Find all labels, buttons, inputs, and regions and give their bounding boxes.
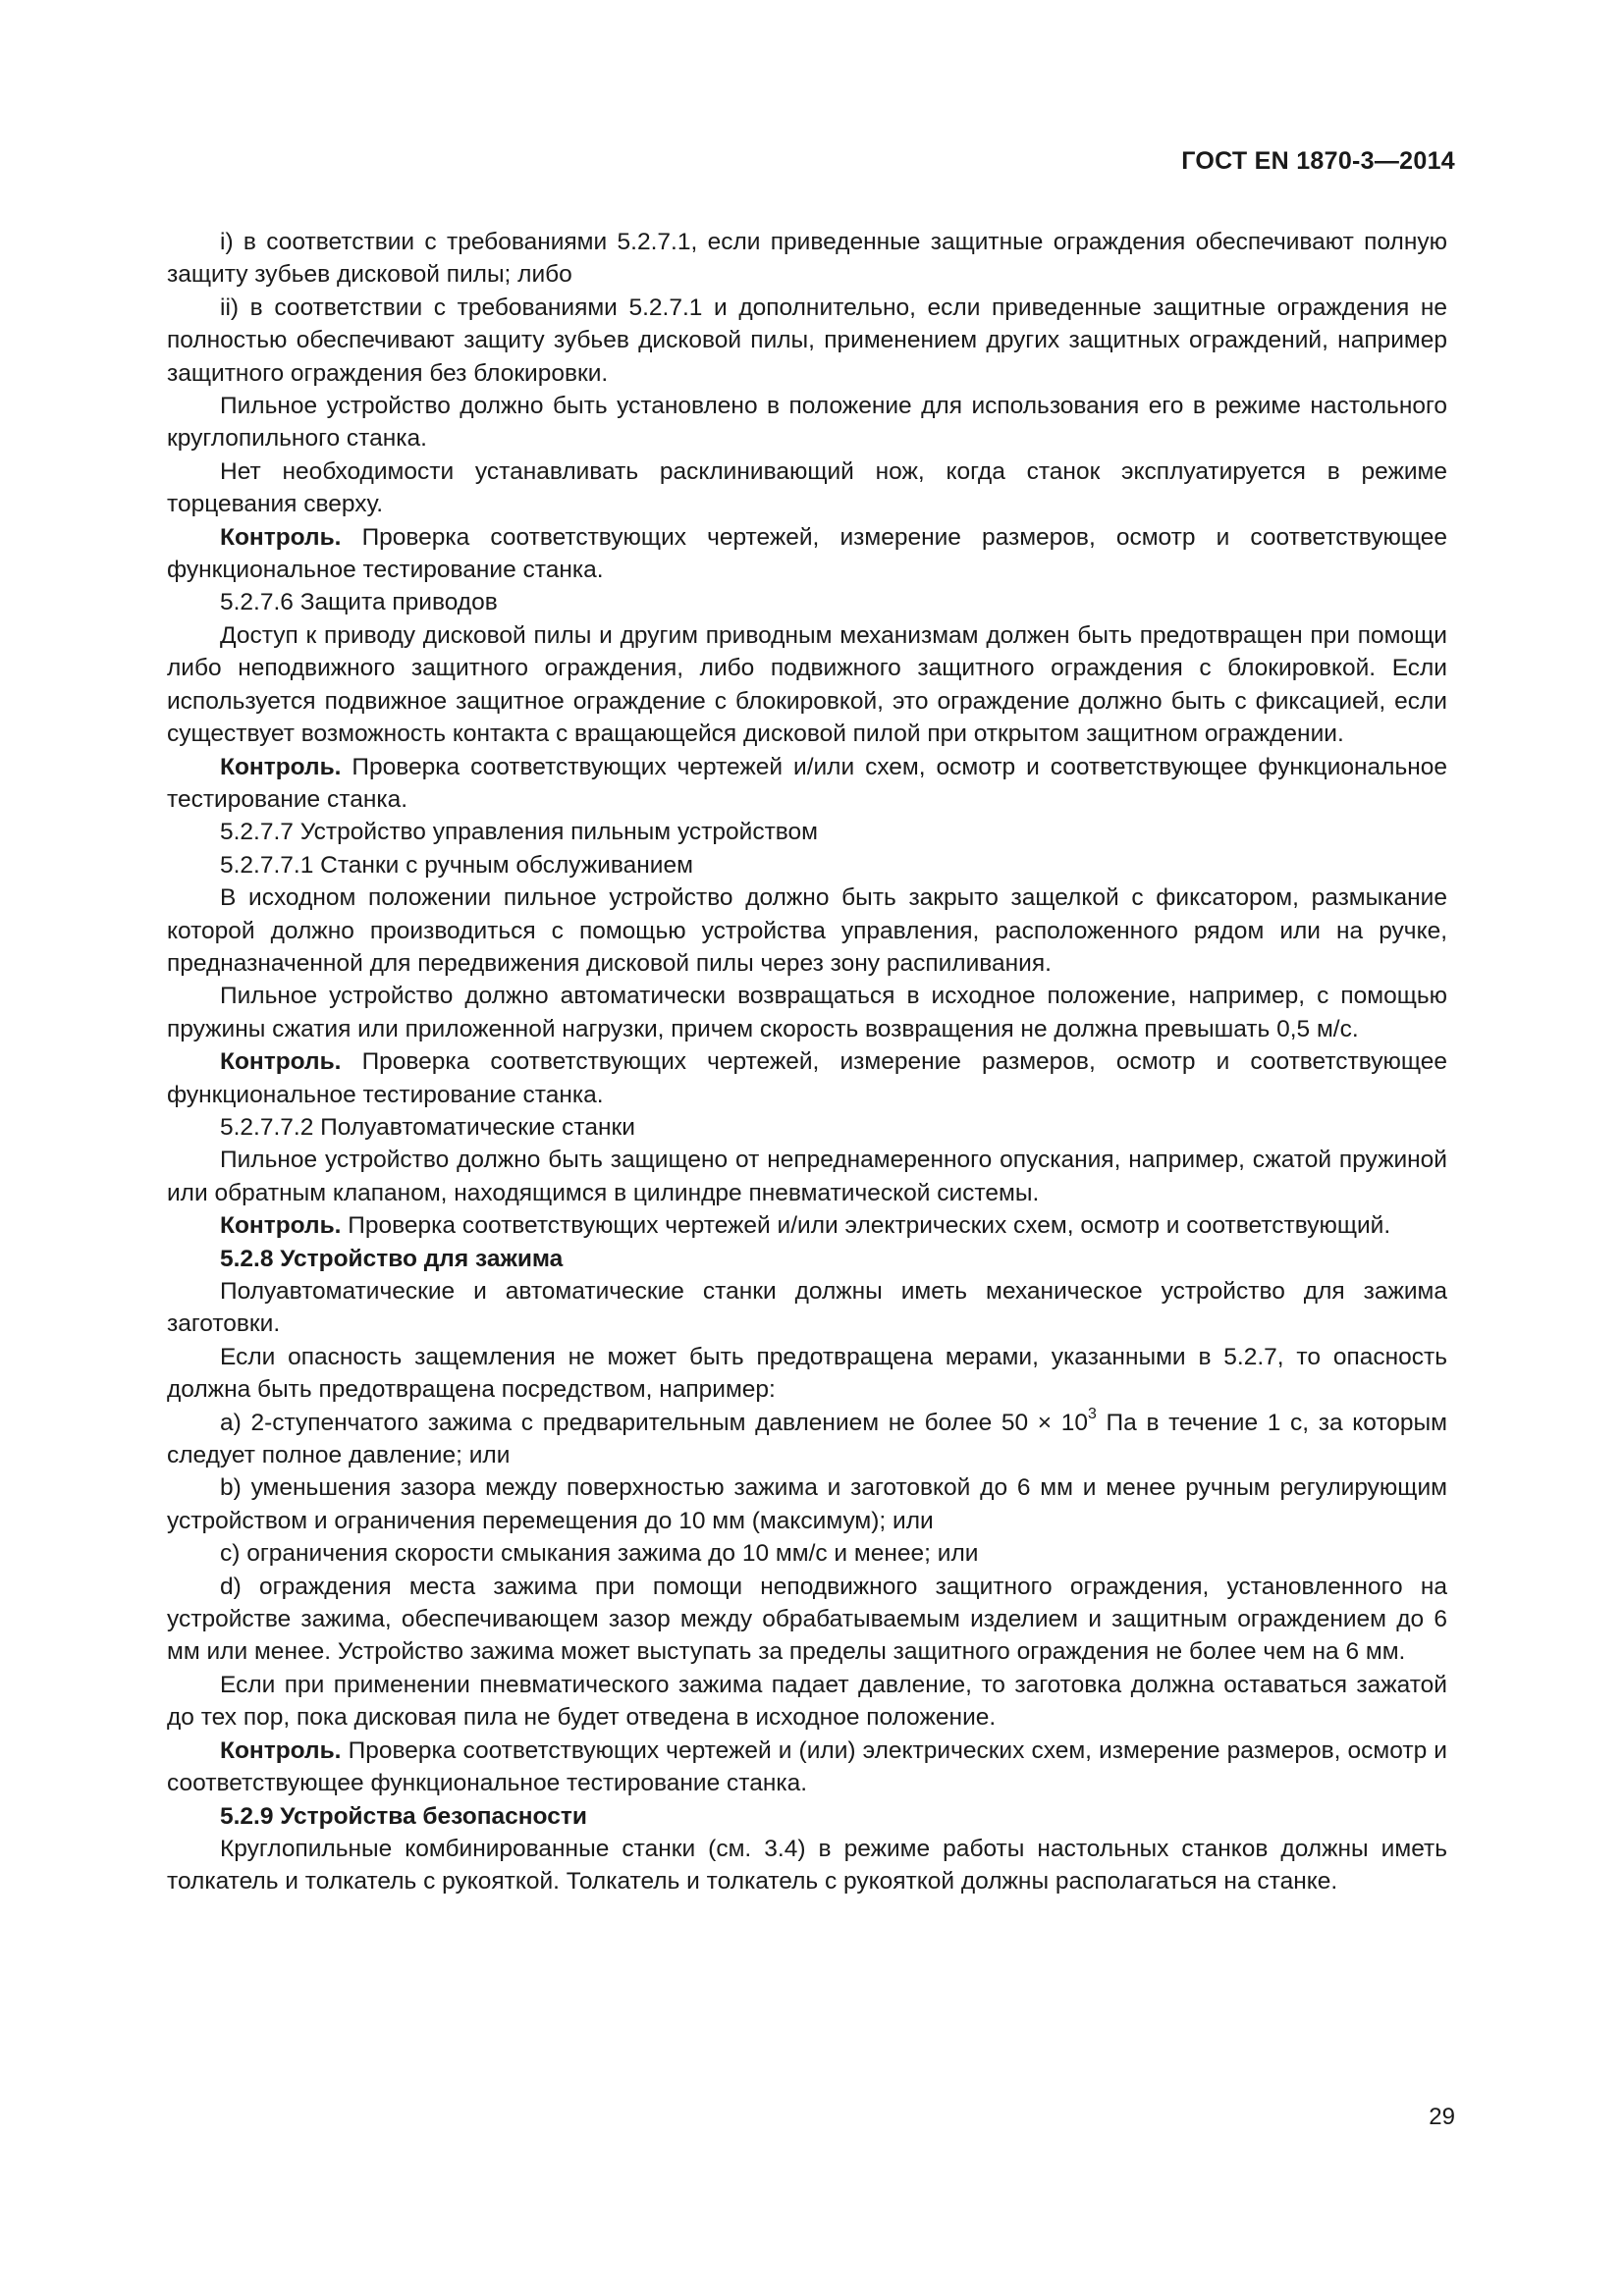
document-body: [167, 226, 1447, 1898]
subsection-title-5-2-7-7-1: 5.2.7.7.1 Станки с ручным обслуживанием: [220, 851, 693, 879]
paragraph: Пильное устройство должно автоматически возвращаться в исходное положение, например, с помощью пружины сжатия или приложенной нагрузки, причем скорость возвращения не должна превышать 0,5 м/с.: [167, 983, 1447, 1042]
paragraph-item-i: i) в соответствии с требованиями 5.2.7.1, если приведенные защитные ограждения обеспечивают полную защиту зубьев дисковой пилы; либо: [167, 229, 1447, 289]
control-paragraph: Контроль. Проверка соответствующих чертежей, измерение размеров, осмотр и соответствующее функциональное тестирование станка.: [167, 523, 1447, 584]
subsection-title-5-2-7-7-2: 5.2.7.7.2 Полуавтоматические станки: [220, 1113, 635, 1141]
paragraph: Полуавтоматические и автоматические станки должны иметь механическое устройство для зажима заготовки.: [167, 1278, 1447, 1338]
page-number: 29: [1429, 2104, 1455, 2130]
control-label: Контроль.: [220, 1212, 342, 1240]
list-item-c: c) ограничения скорости смыкания зажима до 10 мм/с и менее; или: [220, 1540, 979, 1568]
paragraph-item-ii: ii) в соответствии с требованиями 5.2.7.1 и дополнительно, если приведенные защитные ограждения не полностью обеспечивают защиту зубьев дисковой пилы, применением других защитных ограждений, например защитного ограждения без блокировки.: [167, 294, 1447, 387]
control-label: Контроль.: [220, 1048, 342, 1076]
section-title-5-2-8: 5.2.8 Устройство для зажима: [220, 1245, 564, 1272]
paragraph: Нет необходимости устанавливать расклинивающий нож, когда станок эксплуатируется в режиме торцевания сверху.: [167, 457, 1447, 518]
control-label: Контроль.: [220, 753, 342, 780]
document-header: ГОСТ EN 1870-3—2014: [1181, 147, 1455, 175]
subsection-title-5-2-7-7: 5.2.7.7 Устройство управления пильным устройством: [220, 819, 819, 846]
paragraph: В исходном положении пильное устройство должно быть закрыто защелкой с фиксатором, размыкание которой должно производиться с помощью устройства управления, расположенного рядом или на ручке, предназначенной для передвижения дисковой пилы через зону распиливания.: [167, 884, 1447, 977]
control-label: Контроль.: [220, 523, 342, 551]
paragraph: Пильное устройство должно быть защищено от непреднамеренного опускания, например, сжатой пружиной или обратным клапаном, находящимся в цилиндре пневматической системы.: [167, 1147, 1447, 1206]
paragraph: Круглопильные комбинированные станки (см. 3.4) в режиме работы настольных станков должны иметь толкатель и толкатель с рукояткой. Толкатель и толкатель с рукояткой должны располагаться на станке.: [167, 1835, 1447, 1896]
control-paragraph: Контроль. Проверка соответствующих чертежей и (или) электрических схем, измерение размеров, осмотр и соответствующее функциональное тестирование станка.: [167, 1736, 1447, 1797]
paragraph: Если при применении пневматического зажима падает давление, то заготовка должна оставаться зажатой до тех пор, пока дисковая пила не будет отведена в исходное положение.: [167, 1671, 1447, 1732]
control-paragraph: Контроль. Проверка соответствующих чертежей, измерение размеров, осмотр и соответствующее функциональное тестирование станка.: [167, 1048, 1447, 1108]
paragraph: Доступ к приводу дисковой пилы и другим приводным механизмам должен быть предотвращен при помощи либо неподвижного защитного ограждения, либо подвижного защитного ограждения с блокировкой. Если используется подвижное защитное ограждение с блокировкой, это ограждение должно быть с фиксацией, если существует возможность контакта с вращающейся дисковой пилой при открытом защитном ограждении.: [167, 621, 1447, 748]
subsection-title-5-2-7-6: 5.2.7.6 Защита приводов: [220, 589, 498, 616]
list-item-d: d) ограждения места зажима при помощи неподвижного защитного ограждения, установленного на устройстве зажима, обеспечивающем зазор между обрабатываемым изделием и защитным ограждением до 6 мм или менее. Устройство зажима может выступать за пределы защитного ограждения не более чем на 6 мм.: [167, 1573, 1447, 1666]
paragraph: Если опасность защемления не может быть предотвращена мерами, указанными в 5.2.7, то опасность должна быть предотвращена посредством, например:: [167, 1343, 1447, 1404]
control-paragraph: Контроль. Проверка соответствующих чертежей и/или электрических схем, осмотр и соответствующий.: [220, 1212, 1391, 1240]
control-paragraph: Контроль. Проверка соответствующих чертежей и/или схем, осмотр и соответствующее функциональное тестирование станка.: [167, 753, 1447, 813]
list-item-a: a) 2-ступенчатого зажима с предварительным давлением не более $50 \times 10^3$ Па в течение 1 с, за которым следует полное давление; или: [167, 1406, 1447, 1469]
paragraph: Пильное устройство должно быть установлено в положение для использования его в режиме настольного круглопильного станка.: [167, 393, 1447, 453]
control-label: Контроль.: [220, 1736, 342, 1764]
section-title-5-2-9: 5.2.9 Устройства безопасности: [220, 1802, 587, 1830]
list-item-b: b) уменьшения зазора между поверхностью зажима и заготовкой до 6 мм и менее ручным регулирующим устройством и ограничения перемещения до 10 мм (максимум); или: [167, 1474, 1447, 1534]
